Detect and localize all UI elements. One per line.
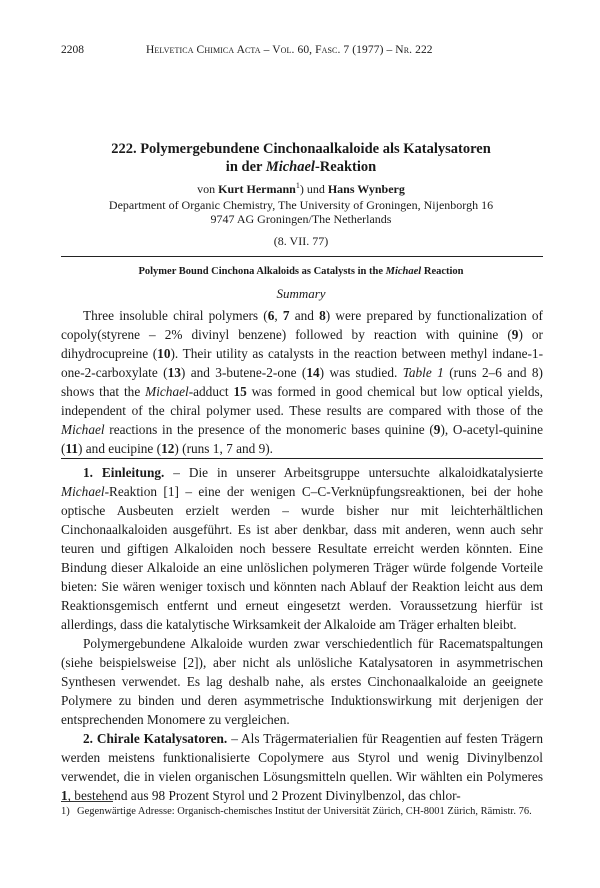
summary-heading: Summary	[276, 286, 326, 301]
english-title-italic: Michael	[385, 266, 422, 277]
paragraph: Polymergebundene Alkaloide wurden zwar verschiedentlich für Racematspaltungen (siehe beispielsweise [2]), aber nicht als unlösliche Katalysatoren in asymmetrischen Synthesen verwendet. Es lag deshalb nahe, als erstes Cinchonaalkaloide an geeignete Polymere zu binden und deren asymmetrische Induktionswirkung mit derjenigen der entsprechenden Monomere zu vergleichen.	[61, 636, 543, 727]
text: and	[289, 308, 320, 323]
summary-abstract	[61, 306, 543, 458]
article-title	[61, 140, 541, 176]
text: ) and eucipine (	[78, 441, 162, 456]
text: -Reaktion [1] – eine der wenigen C–C-Verknüpfungsreaktionen, bei der hohe optische Ausbeuten erzielt werden – wurde bisher nur mit leichterhältlichen Cinchonaalkaloiden ausgeführt. Es ist aber denkbar, dass mit anderen, wenn auch sehr teuren und giftigen Alkaloiden noch bessere Resultate erreicht werden könnten. Eine Bindung dieser Alkaloide an eine unlöslichen polymeren Träger würde folgende Vorteile bieten: Sie wären weniger toxisch und könnten nach Ablauf der Reaktion leicht aus dem Reaktionsgemisch entfernt und erneut eingesetzt werden. Voraussetzung hierfür ist allerdings, dass die katalytische Wirksamkeit der Alkaloide am Träger erhalten bleibt.	[61, 484, 543, 632]
english-title-post: Reaction	[421, 266, 464, 277]
text: ), O-acetyl-quinine (	[61, 422, 543, 456]
affiliation-line-1: Department of Organic Chemistry, The University of Groningen, Nijenborgh 16	[108, 198, 494, 212]
text: ) and 3-butene-2-one (	[180, 365, 307, 380]
text: ,	[274, 308, 283, 323]
section-heading: 2. Chirale Katalysatoren.	[83, 731, 228, 746]
author-name: Kurt Hermann	[218, 182, 296, 196]
footnote-mark: 1)	[61, 806, 70, 817]
divider	[61, 256, 543, 257]
compound-number: 7	[282, 308, 290, 323]
authors-und: ) und	[299, 182, 328, 196]
title-line-2-italic: Michael	[265, 159, 315, 175]
text: ) or dihydrocupreine (	[61, 327, 543, 361]
compound-number: 11	[65, 441, 79, 456]
text: reactions in the presence of the monomeric bases quinine (	[104, 422, 434, 437]
footnote	[61, 805, 543, 819]
text: , bestehend aus 98 Prozent Styrol und 2 Prozent Divinylbenzol, das chlor-	[67, 788, 461, 803]
compound-number: 13	[167, 365, 181, 380]
title-line-2-pre: in der	[225, 159, 266, 175]
english-title-pre: Polymer Bound Cinchona Alkaloids as Catalysts in the	[138, 266, 386, 277]
compound-number: 10	[157, 346, 171, 361]
title-line-1: 222. Polymergebundene Cinchonaalkaloide als Katalysatoren	[111, 141, 491, 157]
italic-name: Michael	[145, 384, 189, 399]
italic-name: Michael	[61, 484, 105, 499]
text: Three insoluble chiral polymers (	[83, 308, 268, 323]
journal-citation: Helvetica Chimica Acta – Vol. 60, Fasc. 7 (1977) – Nr. 222	[146, 44, 433, 56]
compound-number: 9	[433, 422, 441, 437]
compound-number: 15	[233, 384, 247, 399]
authors-line	[61, 182, 541, 197]
text: ) was studied.	[319, 365, 403, 380]
main-text	[61, 463, 543, 805]
text: -adduct	[188, 384, 234, 399]
text: (runs 2–6 and 8) shows that the	[61, 365, 543, 399]
affiliation-line-2: 9747 AG Groningen/The Netherlands	[210, 211, 392, 226]
page-number: 2208	[61, 44, 84, 56]
title-line-2-post: -Reaktion	[314, 159, 377, 175]
summary-paragraph	[61, 306, 543, 458]
text: ). Their utility as catalysts in the reaction between methyl indane-1-one-2-carboxylate (	[61, 346, 544, 380]
footnote-divider	[61, 801, 113, 802]
compound-number: 9	[511, 327, 519, 342]
footnote-reference: 1	[295, 181, 300, 190]
paragraph-catalysts	[61, 729, 543, 805]
footnote-text: Gegenwärtige Adresse: Organisch-chemisches Institut der Universität Zürich, CH-8001 Zürich, Rämistr. 76.	[77, 806, 532, 817]
affiliation	[61, 199, 541, 226]
compound-number: 14	[306, 365, 320, 380]
section-heading: 1. Einleitung.	[83, 465, 165, 480]
received-date: (8. VII. 77)	[273, 234, 329, 248]
text: was formed in good chemical but low optical yields, independent of the chiral polymer used. These results are compared with those of the	[61, 384, 544, 418]
text: – Die in unserer Arbeitsgruppe untersuchte alkaloidkatalysierte	[164, 465, 543, 480]
text: – Als Trägermaterialien für Reagentien auf festen Trägern werden meistens funktionalisierte Copolymere aus Styrol und wenig Divinylbenzol verwendet, die in vielen organischen Lösungsmitteln quellen. Wir wählten ein Polymeres	[61, 731, 543, 784]
text: ) (runs 1, 7 and 9).	[174, 441, 273, 456]
text: ) were prepared by functionalization of copoly(styrene – 2% divinyl benzene) followed by reaction with quinine (	[61, 308, 543, 342]
compound-number: 6	[267, 308, 275, 323]
italic-name: Michael	[61, 422, 105, 437]
compound-number: 12	[161, 441, 175, 456]
title-line-2	[61, 158, 541, 176]
author-name: Hans Wynberg	[327, 182, 405, 196]
divider	[61, 458, 543, 459]
authors-von: von	[197, 182, 219, 196]
compound-number: 1	[61, 788, 68, 803]
compound-number: 8	[319, 308, 326, 323]
paragraph-introduction	[61, 463, 543, 634]
table-reference: Table 1	[402, 365, 444, 380]
english-title	[61, 266, 541, 277]
